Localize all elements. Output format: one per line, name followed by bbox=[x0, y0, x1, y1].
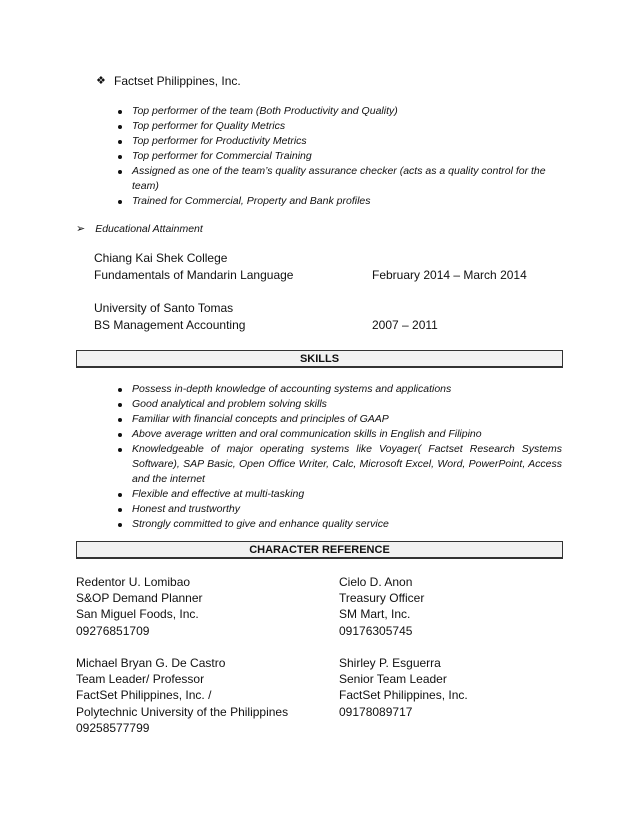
list-item: Possess in-depth knowledge of accounting systems and applications bbox=[132, 382, 562, 397]
school-name: Chiang Kai Shek College bbox=[94, 251, 228, 265]
bullet-dot-icon bbox=[118, 433, 122, 437]
list-item: Knowledgeable of major operating systems like Voyager( Factset Research Systems Software), SAP Basic, Open Office Writer, Calc, Microsoft Excel, Word, PowerPoint, Access and the internet bbox=[132, 442, 562, 487]
list-item: Above average written and oral communication skills in English and Filipino bbox=[132, 427, 562, 442]
reference-card bbox=[339, 574, 424, 639]
reference-organization: FactSet Philippines, Inc. / bbox=[76, 688, 212, 703]
skills-list bbox=[132, 382, 562, 532]
reference-role: S&OP Demand Planner bbox=[76, 591, 203, 606]
arrow-bullet-icon: ➢ bbox=[76, 222, 86, 235]
bullet-dot-icon bbox=[118, 493, 122, 497]
bullet-dot-icon bbox=[118, 388, 122, 392]
list-item: Good analytical and problem solving skills bbox=[132, 397, 562, 412]
reference-phone: 09176305745 bbox=[339, 623, 413, 638]
reference-phone: 09178089717 bbox=[339, 704, 413, 719]
reference-name: Shirley P. Esguerra bbox=[339, 656, 441, 670]
reference-card bbox=[76, 574, 203, 639]
bullet-dot-icon bbox=[118, 448, 122, 452]
reference-name: Michael Bryan G. De Castro bbox=[76, 656, 226, 670]
bullet-dot-icon bbox=[118, 125, 122, 129]
reference-name: Redentor U. Lomibao bbox=[76, 575, 191, 589]
school-name: University of Santo Tomas bbox=[94, 301, 234, 315]
diamond-bullet-icon: ❖ bbox=[96, 74, 106, 87]
reference-section-title: CHARACTER REFERENCE bbox=[76, 541, 563, 559]
list-item: Flexible and effective at multi-tasking bbox=[132, 487, 562, 502]
list-item: Top performer of the team (Both Productivity and Quality) bbox=[132, 104, 562, 119]
experience-list bbox=[132, 104, 562, 209]
reference-phone: 09258577799 bbox=[76, 720, 150, 735]
education-entry bbox=[94, 300, 245, 334]
bullet-dot-icon bbox=[118, 403, 122, 407]
reference-role: Treasury Officer bbox=[339, 591, 425, 606]
program-name: BS Management Accounting bbox=[94, 318, 246, 332]
list-item: Familiar with financial concepts and principles of GAAP bbox=[132, 412, 562, 427]
education-dates: February 2014 – March 2014 bbox=[372, 268, 527, 282]
reference-card bbox=[339, 655, 468, 720]
reference-name: Cielo D. Anon bbox=[339, 575, 413, 589]
bullet-dot-icon bbox=[118, 155, 122, 159]
bullet-dot-icon bbox=[118, 110, 122, 114]
reference-role: Senior Team Leader bbox=[339, 672, 447, 687]
reference-organization-secondary: Polytechnic University of the Philippines bbox=[76, 704, 289, 719]
bullet-dot-icon bbox=[118, 523, 122, 527]
reference-organization: SM Mart, Inc. bbox=[339, 607, 411, 622]
education-entry bbox=[94, 250, 293, 284]
reference-organization: San Miguel Foods, Inc. bbox=[76, 607, 199, 622]
reference-role: Team Leader/ Professor bbox=[76, 672, 205, 687]
skills-section-title: SKILLS bbox=[76, 350, 563, 368]
reference-phone: 09276851709 bbox=[76, 623, 150, 638]
education-dates: 2007 – 2011 bbox=[372, 318, 438, 332]
bullet-dot-icon bbox=[118, 170, 122, 174]
list-item: Top performer for Productivity Metrics bbox=[132, 134, 562, 149]
reference-card bbox=[76, 655, 288, 736]
employer-heading bbox=[96, 74, 241, 88]
list-item: Assigned as one of the team’s quality assurance checker (acts as a quality control for the team) bbox=[132, 164, 562, 194]
bullet-dot-icon bbox=[118, 508, 122, 512]
list-item: Top performer for Quality Metrics bbox=[132, 119, 562, 134]
education-heading bbox=[76, 223, 203, 235]
list-item: Top performer for Commercial Training bbox=[132, 149, 562, 164]
education-heading-label: Educational Attainment bbox=[95, 223, 203, 235]
employer-name: Factset Philippines, Inc. bbox=[114, 74, 241, 88]
bullet-dot-icon bbox=[118, 140, 122, 144]
bullet-dot-icon bbox=[118, 200, 122, 204]
bullet-dot-icon bbox=[118, 418, 122, 422]
list-item: Honest and trustworthy bbox=[132, 502, 562, 517]
program-name: Fundamentals of Mandarin Language bbox=[94, 268, 294, 282]
list-item: Trained for Commercial, Property and Bank profiles bbox=[132, 194, 562, 209]
reference-organization: FactSet Philippines, Inc. bbox=[339, 688, 468, 703]
list-item: Strongly committed to give and enhance quality service bbox=[132, 517, 562, 532]
